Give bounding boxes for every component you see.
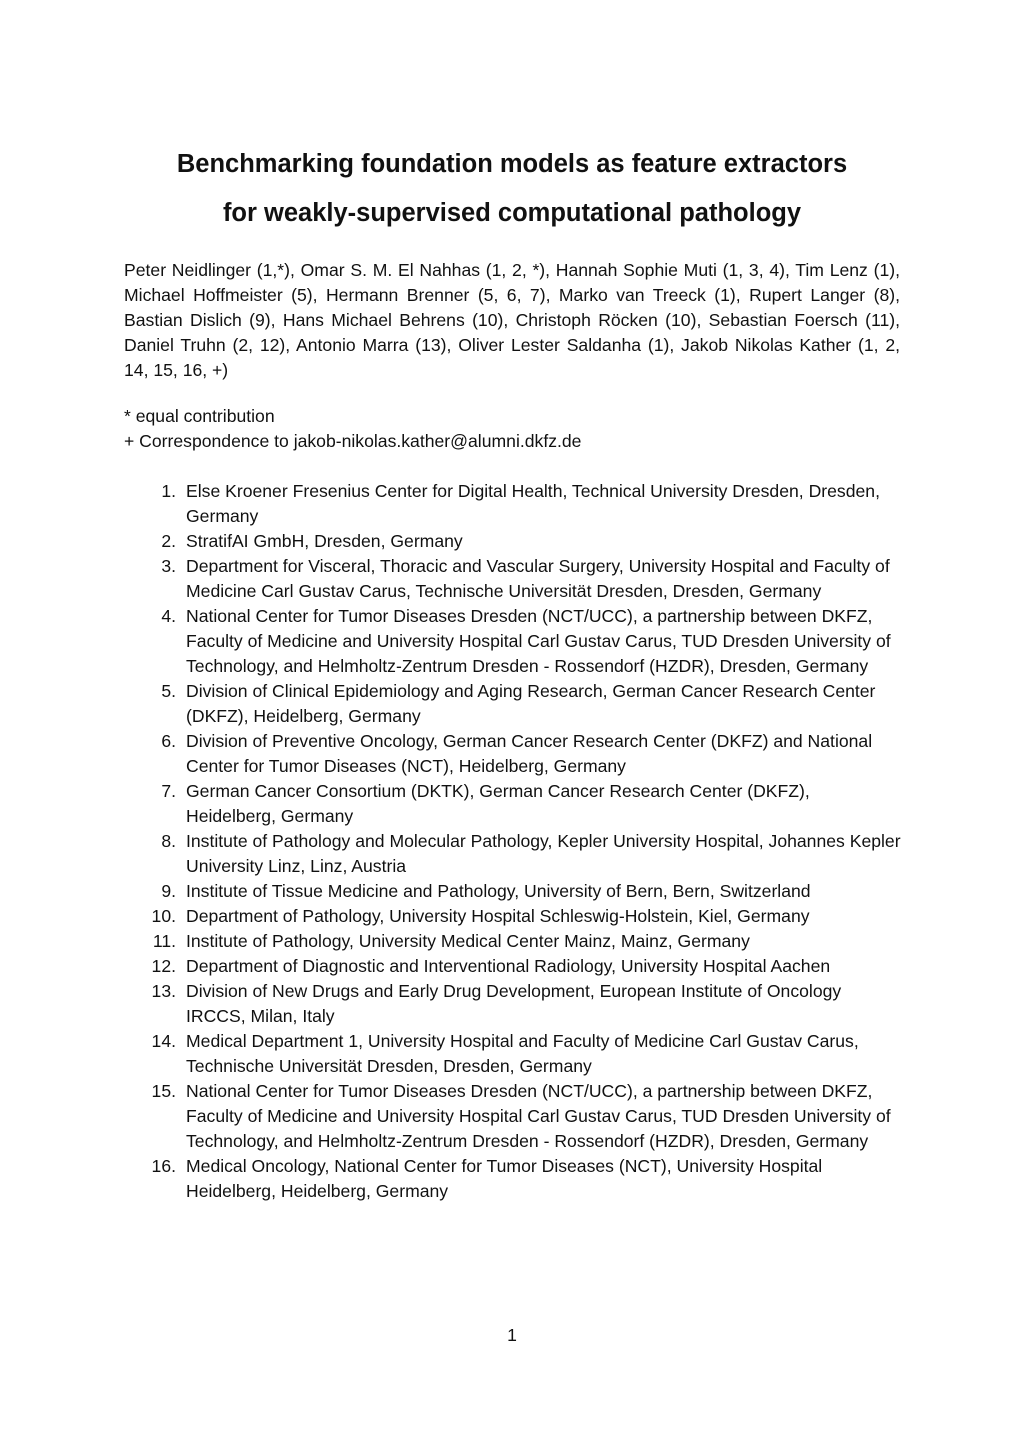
author-notes bbox=[124, 404, 900, 454]
affiliation-item bbox=[124, 604, 904, 679]
affiliation-text: Division of Clinical Epidemiology and Aging Research, German Cancer Research Center (DKFZ), Heidelberg, Germany bbox=[186, 681, 876, 726]
affiliation-number: 9. bbox=[161, 881, 176, 901]
affiliation-item bbox=[124, 954, 904, 979]
affiliation-text: Institute of Pathology and Molecular Pathology, Kepler University Hospital, Johannes Kepler University Linz, Linz, Austria bbox=[186, 831, 901, 876]
affiliation-item bbox=[124, 929, 904, 954]
affiliation-text: Department of Pathology, University Hospital Schleswig-Holstein, Kiel, Germany bbox=[186, 906, 810, 926]
affiliation-item bbox=[124, 529, 904, 554]
title-line-2: for weakly-supervised computational pathology bbox=[222, 199, 802, 227]
affiliation-text: Division of Preventive Oncology, German Cancer Research Center (DKFZ) and National Center for Tumor Diseases (NCT), Heidelberg, Germany bbox=[186, 731, 873, 776]
affiliation-list bbox=[124, 479, 904, 1204]
affiliation-item bbox=[124, 679, 904, 729]
affiliation-text: National Center for Tumor Diseases Dresden (NCT/UCC), a partnership between DKFZ, Faculty of Medicine and University Hospital Carl Gustav Carus, TUD Dresden University of Technology, and Helmholtz-Zentrum Dresden - Rossendorf (HZDR), Dresden, Germany bbox=[186, 1081, 891, 1151]
affiliation-number: 16. bbox=[151, 1156, 176, 1176]
affiliation-number: 7. bbox=[161, 781, 176, 801]
affiliation-number: 3. bbox=[161, 556, 176, 576]
affiliation-item bbox=[124, 729, 904, 779]
affiliation-item bbox=[124, 779, 904, 829]
affiliation-text: Medical Oncology, National Center for Tumor Diseases (NCT), University Hospital Heidelberg, Heidelberg, Germany bbox=[186, 1156, 823, 1201]
affiliation-number: 13. bbox=[151, 981, 176, 1001]
affiliation-number: 12. bbox=[151, 956, 176, 976]
affiliation-number: 8. bbox=[161, 831, 176, 851]
affiliation-item bbox=[124, 479, 904, 529]
affiliation-text: Division of New Drugs and Early Drug Development, European Institute of Oncology IRCCS, Milan, Italy bbox=[186, 981, 842, 1026]
affiliation-text: Institute of Tissue Medicine and Pathology, University of Bern, Bern, Switzerland bbox=[186, 881, 811, 901]
correspondence-note: + Correspondence to jakob-nikolas.kather@alumni.dkfz.de bbox=[124, 431, 582, 451]
title-line-1: Benchmarking foundation models as feature extractors bbox=[176, 150, 848, 178]
affiliation-item bbox=[124, 829, 904, 879]
author-list: Peter Neidlinger (1,*), Omar S. M. El Nahhas (1, 2, *), Hannah Sophie Muti (1, 3, 4), Tim Lenz (1), Michael Hoffmeister (5), Hermann Brenner (5, 6, 7), Marko van Treeck (1), Rupert Langer (8), Bastian Dislich (9), Hans Michael Behrens (10), Christoph Röcken (10), Sebastian Foersch (11), Daniel Truhn (2, 12), Antonio Marra (13), Oliver Lester Saldanha (1), Jakob Nikolas Kather (1, 2, 14, 15, 16, +) bbox=[124, 260, 900, 380]
affiliation-number: 4. bbox=[161, 606, 176, 626]
affiliation-number: 10. bbox=[151, 906, 176, 926]
affiliation-item bbox=[124, 904, 904, 929]
affiliation-text: Department of Diagnostic and Interventional Radiology, University Hospital Aachen bbox=[186, 956, 831, 976]
affiliation-item bbox=[124, 879, 904, 904]
affiliation-item bbox=[124, 1029, 904, 1079]
affiliation-item bbox=[124, 554, 904, 604]
affiliation-number: 15. bbox=[151, 1081, 176, 1101]
affiliation-number: 6. bbox=[161, 731, 176, 751]
affiliation-text: StratifAI GmbH, Dresden, Germany bbox=[186, 531, 463, 551]
affiliation-number: 1. bbox=[161, 481, 176, 501]
affiliation-item bbox=[124, 1154, 904, 1204]
affiliation-text: German Cancer Consortium (DKTK), German Cancer Research Center (DKFZ), Heidelberg, Germany bbox=[186, 781, 810, 826]
affiliation-text: Medical Department 1, University Hospital and Faculty of Medicine Carl Gustav Carus, Technische Universität Dresden, Dresden, Germany bbox=[186, 1031, 859, 1076]
affiliation-text: National Center for Tumor Diseases Dresden (NCT/UCC), a partnership between DKFZ, Faculty of Medicine and University Hospital Carl Gustav Carus, TUD Dresden University of Technology, and Helmholtz-Zentrum Dresden - Rossendorf (HZDR), Dresden, Germany bbox=[186, 606, 891, 676]
affiliation-number: 5. bbox=[161, 681, 176, 701]
paper-title bbox=[100, 140, 924, 238]
affiliation-text: Institute of Pathology, University Medical Center Mainz, Mainz, Germany bbox=[186, 931, 750, 951]
affiliation-number: 2. bbox=[161, 531, 176, 551]
affiliation-item bbox=[124, 1079, 904, 1154]
affiliation-text: Else Kroener Fresenius Center for Digital Health, Technical University Dresden, Dresden, Germany bbox=[186, 481, 880, 526]
affiliation-text: Department for Visceral, Thoracic and Vascular Surgery, University Hospital and Faculty of Medicine Carl Gustav Carus, Technische Universität Dresden, Dresden, Germany bbox=[186, 556, 890, 601]
page-number: 1 bbox=[507, 1325, 517, 1345]
equal-contribution-note: * equal contribution bbox=[124, 406, 275, 426]
affiliation-number: 14. bbox=[151, 1031, 176, 1051]
affiliation-number: 11. bbox=[152, 931, 176, 951]
affiliation-item bbox=[124, 979, 904, 1029]
